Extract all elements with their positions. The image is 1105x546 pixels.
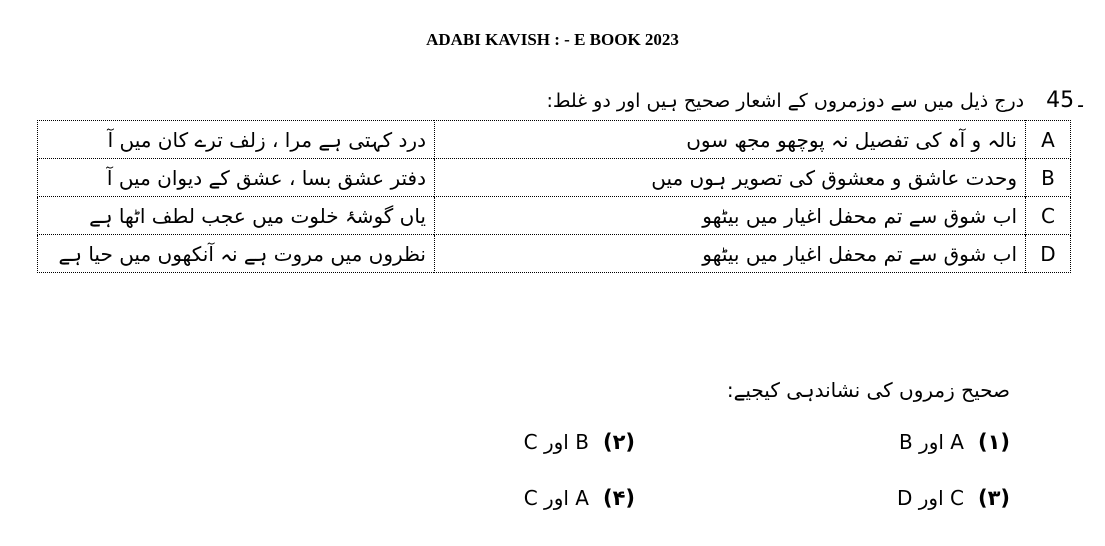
question-line <box>546 88 1087 113</box>
verse-line-1: اب شوق سے تم محفل اغیار میں بیٹھو <box>435 235 1026 273</box>
table-row <box>38 197 1071 235</box>
row-letter: D <box>1026 235 1071 273</box>
verse-line-1: وحدت عاشق و معشوق کی تصویر ہوں میں <box>435 159 1026 197</box>
verse-line-1: نالہ و آہ کی تفصیل نہ پوچھو مجھ سوں <box>435 121 1026 159</box>
verse-line-2: نظروں میں مروت ہے نہ آنکھوں میں حیا ہے <box>38 235 435 273</box>
page-header: ADABI KAVISH : - E BOOK 2023 <box>426 30 679 49</box>
option-text: C اور D <box>896 486 964 510</box>
option-number: (۱) <box>977 430 1010 454</box>
row-letter: B <box>1026 159 1071 197</box>
table-row <box>38 121 1071 159</box>
option-number: (۲) <box>602 430 635 454</box>
table-row <box>38 159 1071 197</box>
option-4[interactable] <box>524 486 635 510</box>
verse-line-2: یاں گوشۂ خلوت میں عجب لطف اٹھا ہے <box>38 197 435 235</box>
verse-line-1: اب شوق سے تم محفل اغیار میں بیٹھو <box>435 197 1026 235</box>
option-1[interactable] <box>899 430 1010 454</box>
option-text: B اور C <box>523 430 589 454</box>
row-letter: A <box>1026 121 1071 159</box>
option-number: (۳) <box>977 486 1010 510</box>
question-text: درج ذیل میں سے دوزمروں کے اشعار صحیح ہیں اور دو غلط: <box>546 90 1025 112</box>
verse-line-2: دفتر عشق بسا ، عشق کے دیوان میں آ <box>38 159 435 197</box>
verse-line-2: درد کہتی ہے مرا ، زلف ترے کان میں آ <box>38 121 435 159</box>
table-row <box>38 235 1071 273</box>
option-text: A اور B <box>898 430 964 454</box>
option-2[interactable] <box>524 430 635 454</box>
option-text: A اور C <box>523 486 589 510</box>
option-3[interactable] <box>897 486 1010 510</box>
question-number: 45۔ <box>1046 88 1087 113</box>
row-letter: C <box>1026 197 1071 235</box>
option-number: (۴) <box>602 486 635 510</box>
couplets-table <box>37 120 1071 273</box>
instruction-text: صحیح زمروں کی نشاندہی کیجیے: <box>726 378 1010 402</box>
